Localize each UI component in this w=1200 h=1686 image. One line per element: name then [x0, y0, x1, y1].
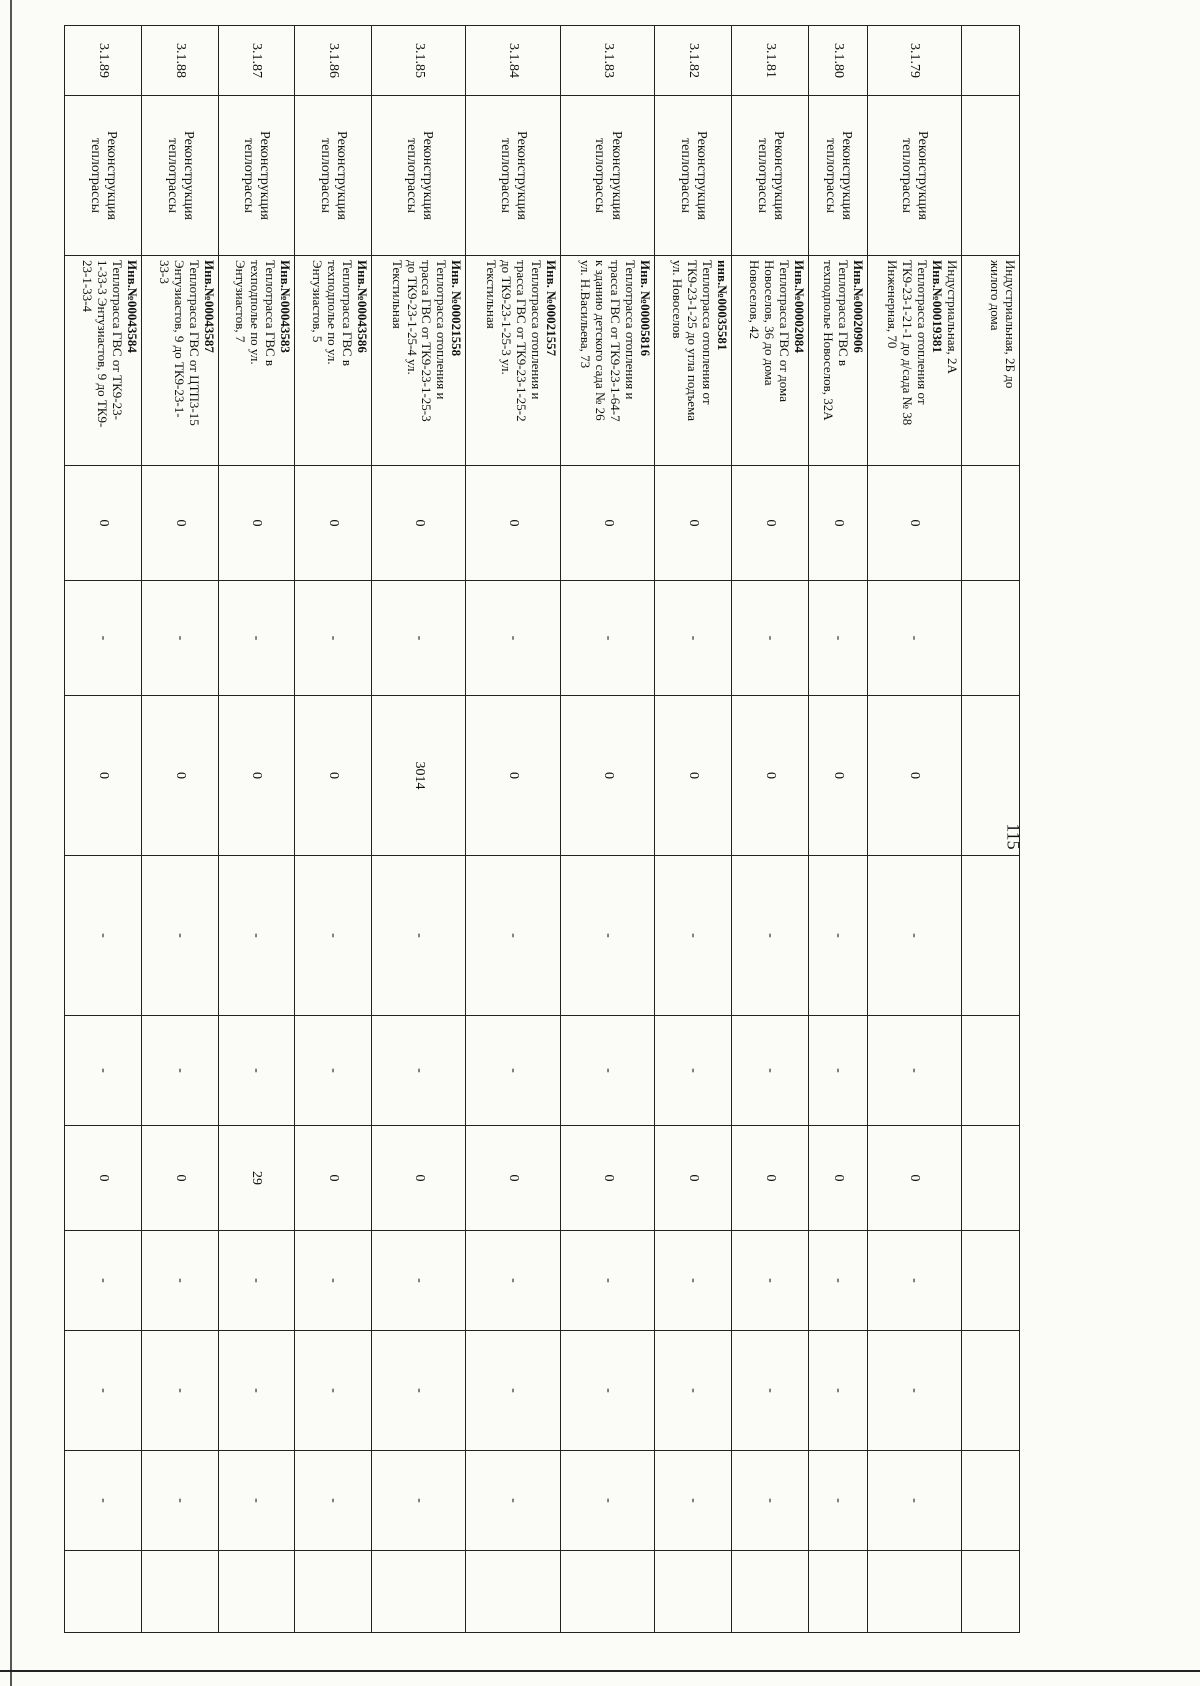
value-cell: 0: [655, 466, 732, 581]
value-cell: 0: [371, 466, 465, 581]
value-cell: -: [560, 1451, 654, 1551]
value-cell: -: [371, 581, 465, 696]
value-cell: -: [218, 581, 295, 696]
value-cell: 0: [218, 696, 295, 856]
inventory-number: Инв. №00021558: [449, 260, 465, 357]
object-description: [962, 256, 1020, 466]
object-line: Теплотрасса отопления от: [699, 260, 715, 405]
value-cell: [867, 1551, 961, 1633]
value-cell: -: [466, 1331, 560, 1451]
value-cell: -: [218, 1451, 295, 1551]
object-line: Индустриальная, 2А: [945, 260, 960, 374]
value-cell: -: [731, 581, 808, 696]
object-line: Теплотрасса отопления и: [528, 260, 544, 400]
value-cell: -: [655, 1016, 732, 1126]
value-cell: -: [560, 1016, 654, 1126]
table-body: [65, 26, 1020, 1633]
value-cell: -: [218, 1016, 295, 1126]
object-line: 23-1-33-4: [80, 260, 96, 312]
page-edge-left: [10, 0, 12, 1686]
value-cell: -: [808, 856, 867, 1016]
row-number: 3.1.84: [466, 26, 560, 96]
value-cell: 0: [560, 466, 654, 581]
value-cell: [962, 1016, 1020, 1126]
object-line: 1-33-3 Энтузиастов, 9 до ТК9-: [94, 260, 110, 428]
object-line: Теплотрасса отопления и: [623, 260, 639, 400]
value-cell: 0: [65, 466, 142, 581]
object-line: техподполье по ул.: [248, 260, 264, 365]
value-cell: 0: [560, 1126, 654, 1231]
value-cell: -: [560, 1331, 654, 1451]
row-number: 3.1.80: [808, 26, 867, 96]
page-number: 115: [1003, 823, 1024, 850]
value-cell: [808, 1551, 867, 1633]
value-cell: [962, 856, 1020, 1016]
value-cell: 0: [560, 696, 654, 856]
value-cell: [962, 1551, 1020, 1633]
table-row: [295, 26, 372, 1633]
value-cell: 0: [141, 1126, 218, 1231]
work-type: Реконструкция теплотрассы: [218, 96, 295, 256]
object-description: [867, 256, 961, 466]
value-cell: 0: [867, 696, 961, 856]
object-line: Теплотрасса ГВС от дома: [776, 260, 792, 402]
object-line: Теплотрасса ГВС в: [263, 260, 279, 367]
object-line: жилого дома: [988, 260, 1004, 331]
value-cell: -: [295, 1231, 372, 1331]
value-cell: -: [371, 1331, 465, 1451]
value-cell: 0: [295, 1126, 372, 1231]
value-cell: -: [867, 1016, 961, 1126]
value-cell: [962, 696, 1020, 856]
value-cell: -: [731, 1331, 808, 1451]
object-line: Теплотрасса ГВС от ЦТП3-15: [186, 260, 202, 426]
table-row: [141, 26, 218, 1633]
value-cell: -: [371, 1016, 465, 1126]
page-edge-bottom: [0, 1670, 1200, 1672]
value-cell: 0: [371, 1126, 465, 1231]
object-line: Энтузиастов, 9 до ТК9-23-1-: [171, 260, 187, 418]
work-type: Реконструкция теплотрассы: [867, 96, 961, 256]
value-cell: -: [808, 1016, 867, 1126]
value-cell: -: [466, 581, 560, 696]
row-number: [962, 26, 1020, 96]
object-line: Теплотрасса отопления и: [434, 260, 450, 400]
work-type: Реконструкция теплотрассы: [466, 96, 560, 256]
value-cell: -: [655, 856, 732, 1016]
value-cell: -: [867, 1231, 961, 1331]
object-line: до ТК9-23-1-25-3 ул.: [498, 260, 514, 375]
value-cell: -: [466, 1451, 560, 1551]
value-cell: -: [867, 856, 961, 1016]
works-table: [64, 25, 1020, 1633]
value-cell: -: [655, 1331, 732, 1451]
value-cell: -: [808, 1451, 867, 1551]
value-cell: [655, 1551, 732, 1633]
value-cell: 0: [867, 466, 961, 581]
object-line: ТК9-23-1-21-1 до д/сада № 38: [900, 260, 916, 426]
row-number: 3.1.89: [65, 26, 142, 96]
object-line: Инженерная, 70: [885, 260, 901, 349]
value-cell: [295, 1551, 372, 1633]
value-cell: -: [295, 581, 372, 696]
value-cell: 0: [295, 466, 372, 581]
value-cell: -: [141, 856, 218, 1016]
value-cell: [962, 466, 1020, 581]
value-cell: 0: [655, 696, 732, 856]
table-row: [371, 26, 465, 1633]
value-cell: -: [218, 1231, 295, 1331]
value-cell: -: [560, 581, 654, 696]
value-cell: -: [65, 1331, 142, 1451]
inventory-number: Инв.№00043586: [354, 260, 370, 353]
object-line: до ТК9-23-1-25-4 ул.: [404, 260, 420, 375]
object-line: Новоселов, 42: [746, 260, 762, 340]
value-cell: [962, 1331, 1020, 1451]
table-row: [560, 26, 654, 1633]
row-number: 3.1.88: [141, 26, 218, 96]
object-line: Индустриальная, 2Б до: [1003, 260, 1018, 389]
inventory-number: Инв. №00005816: [638, 260, 654, 357]
value-cell: -: [867, 581, 961, 696]
value-cell: [962, 581, 1020, 696]
value-cell: -: [808, 1331, 867, 1451]
row-number: 3.1.85: [371, 26, 465, 96]
inventory-number: Инв.№00043587: [201, 260, 217, 353]
object-description: [560, 256, 654, 466]
object-line: Энтузиастов, 5: [310, 260, 326, 343]
value-cell: 0: [731, 696, 808, 856]
table-row: [731, 26, 808, 1633]
value-cell: [141, 1551, 218, 1633]
object-line: ул. Н.Васильева, 73: [578, 260, 594, 369]
value-cell: -: [141, 1016, 218, 1126]
value-cell: -: [466, 856, 560, 1016]
object-line: 33-3: [156, 260, 172, 284]
object-line: Теплотрасса ГВС в: [340, 260, 356, 367]
object-description: [295, 256, 372, 466]
value-cell: -: [295, 1331, 372, 1451]
value-cell: -: [65, 1016, 142, 1126]
object-line: ул. Новоселов: [670, 260, 686, 339]
object-line: трасса ГВС от ТК9-23-1-25-2: [513, 260, 529, 422]
object-line: Теплотрасса отопления от: [915, 260, 931, 405]
work-type: Реконструкция теплотрассы: [560, 96, 654, 256]
value-cell: 0: [466, 696, 560, 856]
value-cell: 0: [808, 466, 867, 581]
value-cell: -: [466, 1016, 560, 1126]
object-line: ТК9-23-1-25 до угла подъема: [685, 260, 700, 421]
value-cell: -: [466, 1231, 560, 1331]
value-cell: -: [295, 856, 372, 1016]
value-cell: -: [867, 1331, 961, 1451]
value-cell: -: [65, 1451, 142, 1551]
value-cell: [962, 1451, 1020, 1551]
value-cell: 0: [65, 1126, 142, 1231]
work-type: Реконструкция теплотрассы: [295, 96, 372, 256]
object-line: техподполье Новоселов, 32А: [820, 260, 836, 421]
value-cell: 0: [295, 696, 372, 856]
object-line: трасса ГВС от ТК9-23-1-64-7: [608, 260, 624, 422]
value-cell: 0: [141, 696, 218, 856]
value-cell: 3014: [371, 696, 465, 856]
work-type: Реконструкция теплотрассы: [371, 96, 465, 256]
value-cell: -: [867, 1451, 961, 1551]
row-number: 3.1.81: [731, 26, 808, 96]
value-cell: 0: [466, 1126, 560, 1231]
value-cell: 0: [808, 696, 867, 856]
inventory-number: Инв.№00019381: [930, 260, 946, 353]
row-number: 3.1.79: [867, 26, 961, 96]
inventory-number: Инв.№00043583: [278, 260, 294, 353]
table-row: [867, 26, 961, 1633]
object-line: Текстильная: [484, 260, 500, 329]
value-cell: 0: [655, 1126, 732, 1231]
value-cell: 0: [141, 466, 218, 581]
value-cell: -: [295, 1451, 372, 1551]
object-description: [65, 256, 142, 466]
row-number: 3.1.83: [560, 26, 654, 96]
inventory-number: Инв.№00002084: [791, 260, 807, 353]
work-type: [962, 96, 1020, 256]
object-line: Теплотрасса ГВС в: [835, 260, 851, 367]
value-cell: -: [731, 1016, 808, 1126]
table-row: [466, 26, 560, 1633]
value-cell: -: [731, 856, 808, 1016]
value-cell: [371, 1551, 465, 1633]
value-cell: 0: [65, 696, 142, 856]
value-cell: -: [560, 1231, 654, 1331]
object-description: [731, 256, 808, 466]
inventory-number: инв.№00035581: [714, 260, 730, 351]
object-description: [655, 256, 732, 466]
object-line: Текстильная: [389, 260, 405, 329]
value-cell: -: [295, 1016, 372, 1126]
value-cell: [731, 1551, 808, 1633]
value-cell: -: [141, 1331, 218, 1451]
value-cell: 0: [218, 466, 295, 581]
table-row: [218, 26, 295, 1633]
value-cell: [466, 1551, 560, 1633]
value-cell: 0: [466, 466, 560, 581]
value-cell: -: [371, 1451, 465, 1551]
table-row: [65, 26, 142, 1633]
value-cell: -: [218, 856, 295, 1016]
work-type: Реконструкция теплотрассы: [655, 96, 732, 256]
value-cell: -: [655, 1451, 732, 1551]
value-cell: 0: [731, 1126, 808, 1231]
work-type: Реконструкция теплотрассы: [141, 96, 218, 256]
value-cell: 0: [731, 466, 808, 581]
value-cell: -: [141, 1451, 218, 1551]
value-cell: -: [731, 1451, 808, 1551]
value-cell: -: [371, 856, 465, 1016]
object-description: [808, 256, 867, 466]
work-type: Реконструкция теплотрассы: [808, 96, 867, 256]
object-line: Теплотрасса ГВС от ТК9-23-: [109, 260, 125, 420]
value-cell: -: [655, 1231, 732, 1331]
value-cell: 29: [218, 1126, 295, 1231]
value-cell: -: [371, 1231, 465, 1331]
row-number: 3.1.82: [655, 26, 732, 96]
inventory-number: Инв. №00021557: [543, 260, 559, 357]
value-cell: [560, 1551, 654, 1633]
object-line: Энтузиастов, 7: [233, 260, 249, 343]
row-number: 3.1.87: [218, 26, 295, 96]
value-cell: [962, 1231, 1020, 1331]
object-description: [371, 256, 465, 466]
value-cell: -: [65, 1231, 142, 1331]
object-line: техподполье по ул.: [325, 260, 341, 365]
work-type: Реконструкция теплотрассы: [65, 96, 142, 256]
value-cell: [962, 1126, 1020, 1231]
table-container: [64, 25, 1020, 1633]
object-line: к зданию детского сада № 26: [593, 260, 609, 421]
value-cell: [65, 1551, 142, 1633]
value-cell: -: [65, 856, 142, 1016]
value-cell: -: [731, 1231, 808, 1331]
row-number: 3.1.86: [295, 26, 372, 96]
object-line: Новоселов, 36 до дома: [761, 260, 777, 386]
value-cell: -: [141, 1231, 218, 1331]
value-cell: [218, 1551, 295, 1633]
value-cell: -: [65, 581, 142, 696]
value-cell: 0: [808, 1126, 867, 1231]
inventory-number: Инв.№00020906: [850, 260, 866, 353]
value-cell: 0: [867, 1126, 961, 1231]
table-row: [808, 26, 867, 1633]
work-type: Реконструкция теплотрассы: [731, 96, 808, 256]
table-row: [655, 26, 732, 1633]
inventory-number: Инв.№00043584: [124, 260, 140, 353]
object-description: [218, 256, 295, 466]
table-row: [962, 26, 1020, 1633]
value-cell: -: [808, 1231, 867, 1331]
value-cell: -: [560, 856, 654, 1016]
value-cell: -: [808, 581, 867, 696]
value-cell: -: [141, 581, 218, 696]
rotated-table: [64, 25, 1020, 1633]
value-cell: -: [218, 1331, 295, 1451]
object-line: трасса ГВС от ТК9-23-1-25-3: [419, 260, 435, 422]
value-cell: -: [655, 581, 732, 696]
object-description: [466, 256, 560, 466]
object-description: [141, 256, 218, 466]
